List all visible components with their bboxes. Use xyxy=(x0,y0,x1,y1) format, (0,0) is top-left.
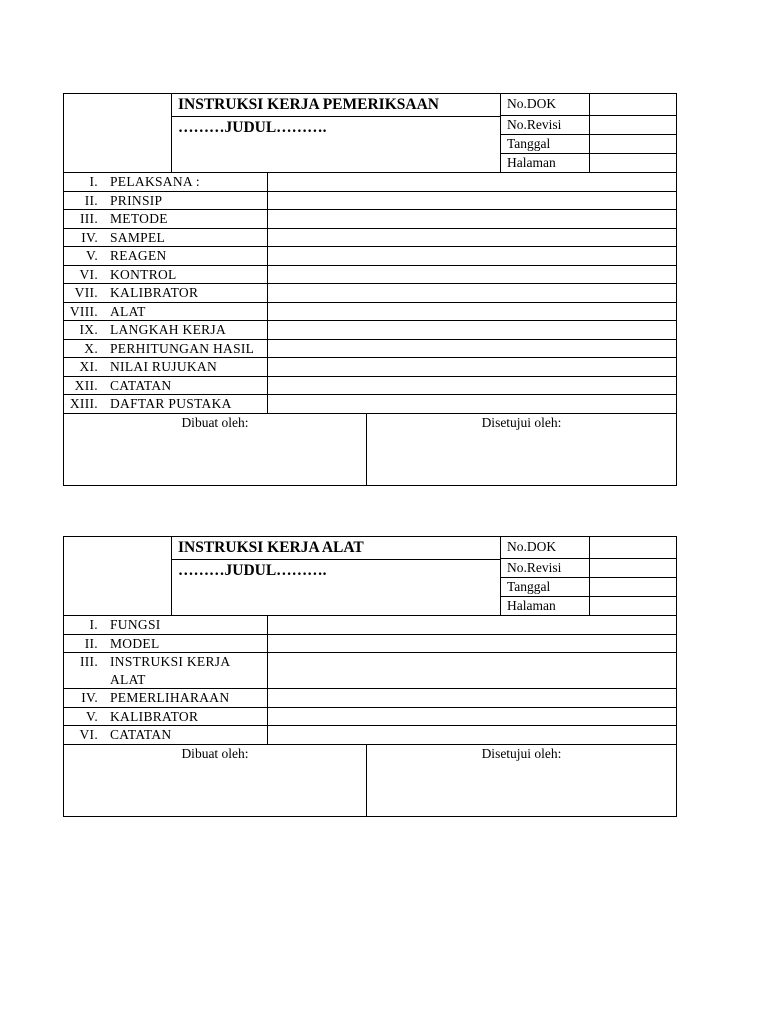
row-label: SAMPEL xyxy=(106,229,268,247)
form-title: INSTRUKSI KERJA PEMERIKSAAN xyxy=(172,94,500,117)
row-content-field[interactable] xyxy=(268,395,676,413)
meta-value[interactable] xyxy=(590,578,676,596)
row-number: III. xyxy=(79,211,98,226)
approved-by-cell[interactable]: Disetujui oleh: xyxy=(481,414,562,430)
row-content-field[interactable] xyxy=(268,266,676,284)
row-number: III. xyxy=(79,654,98,669)
table-row xyxy=(64,726,676,745)
row-content-field[interactable] xyxy=(268,173,676,191)
form-header xyxy=(64,94,676,173)
meta-value[interactable] xyxy=(590,116,676,134)
row-content-field[interactable] xyxy=(268,616,676,634)
form-instruksi-kerja-alat xyxy=(63,536,677,817)
row-label: DAFTAR PUSTAKA xyxy=(106,395,268,413)
meta-row-halaman xyxy=(501,597,676,615)
table-row xyxy=(64,689,676,708)
row-label: KALIBRATOR xyxy=(106,708,268,726)
table-row xyxy=(64,321,676,340)
meta-row-no-revisi xyxy=(501,116,676,135)
meta-row-halaman xyxy=(501,154,676,172)
table-row xyxy=(64,377,676,396)
table-row xyxy=(64,284,676,303)
table-row xyxy=(64,210,676,229)
row-label: MODEL xyxy=(106,635,268,653)
row-label: METODE xyxy=(106,210,268,228)
row-content-field[interactable] xyxy=(268,708,676,726)
meta-value[interactable] xyxy=(590,559,676,577)
row-content-field[interactable] xyxy=(268,653,676,688)
row-number: I. xyxy=(89,617,98,632)
meta-cell xyxy=(501,94,676,172)
row-content-field[interactable] xyxy=(268,635,676,653)
row-number: XII. xyxy=(74,377,98,393)
section-rows xyxy=(64,616,676,745)
meta-row-no-dok xyxy=(501,94,676,116)
row-number: XIII. xyxy=(69,396,98,411)
row-content-field[interactable] xyxy=(268,229,676,247)
made-by-cell[interactable]: Dibuat oleh: xyxy=(64,414,367,485)
row-content-field[interactable] xyxy=(268,192,676,210)
table-row xyxy=(64,340,676,359)
meta-row-tanggal xyxy=(501,578,676,597)
row-number: I. xyxy=(89,174,98,189)
row-number: VIII. xyxy=(69,303,98,319)
table-row xyxy=(64,173,676,192)
table-row xyxy=(64,635,676,654)
row-number: IV. xyxy=(81,690,98,705)
section-rows xyxy=(64,173,676,414)
row-content-field[interactable] xyxy=(268,726,676,744)
row-content-field[interactable] xyxy=(268,358,676,376)
table-row xyxy=(64,653,676,689)
table-row xyxy=(64,229,676,248)
meta-row-tanggal xyxy=(501,135,676,154)
form-subtitle: ………JUDUL………. xyxy=(178,119,327,136)
row-label: INSTRUKSI KERJA ALAT xyxy=(106,653,268,688)
row-content-field[interactable] xyxy=(268,340,676,358)
signature-section xyxy=(64,745,676,816)
row-content-field[interactable] xyxy=(268,377,676,395)
logo-cell xyxy=(64,537,172,615)
row-content-field[interactable] xyxy=(268,284,676,302)
meta-cell xyxy=(501,537,676,615)
meta-label: No.Revisi xyxy=(501,559,590,577)
row-number: VI. xyxy=(79,727,98,742)
meta-label: No.Revisi xyxy=(501,116,590,134)
table-row xyxy=(64,303,676,322)
row-content-field[interactable] xyxy=(268,321,676,339)
title-cell xyxy=(172,94,501,172)
meta-value[interactable] xyxy=(590,94,676,115)
row-label: CATATAN xyxy=(106,726,268,744)
row-number: IX. xyxy=(79,322,98,337)
logo-cell xyxy=(64,94,172,172)
row-label: LANGKAH KERJA xyxy=(106,321,268,339)
row-number: X. xyxy=(84,340,98,356)
meta-label: Tanggal xyxy=(501,578,590,596)
row-number: XI. xyxy=(79,359,98,374)
table-row xyxy=(64,247,676,266)
table-row xyxy=(64,616,676,635)
meta-label: No.DOK xyxy=(501,537,590,558)
meta-label: Halaman xyxy=(501,154,590,172)
table-row xyxy=(64,192,676,211)
form-header xyxy=(64,537,676,616)
row-label: KONTROL xyxy=(106,266,268,284)
row-label: FUNGSI xyxy=(106,616,268,634)
row-number: V. xyxy=(86,708,98,724)
row-label: CATATAN xyxy=(106,377,268,395)
row-label: ALAT xyxy=(106,303,268,321)
title-cell xyxy=(172,537,501,615)
row-number: II. xyxy=(84,192,98,208)
meta-label: No.DOK xyxy=(501,94,590,115)
meta-row-no-revisi xyxy=(501,559,676,578)
row-number: VII. xyxy=(74,285,98,300)
row-label: PRINSIP xyxy=(106,192,268,210)
table-row xyxy=(64,708,676,727)
row-label: PELAKSANA : xyxy=(106,173,268,191)
row-number: IV. xyxy=(81,229,98,245)
table-row xyxy=(64,358,676,377)
form-subtitle: ………JUDUL………. xyxy=(178,562,327,579)
row-label: PEMERLIHARAAN xyxy=(106,689,268,707)
form-title: INSTRUKSI KERJA ALAT xyxy=(172,537,500,560)
made-by-cell[interactable]: Dibuat oleh: xyxy=(64,745,367,816)
meta-value[interactable] xyxy=(590,537,676,558)
meta-label: Tanggal xyxy=(501,135,590,153)
row-number: VI. xyxy=(79,266,98,282)
row-label: REAGEN xyxy=(106,247,268,265)
table-row xyxy=(64,266,676,285)
row-label: NILAI RUJUKAN xyxy=(106,358,268,376)
row-content-field[interactable] xyxy=(268,210,676,228)
approved-by-cell[interactable]: Disetujui oleh: xyxy=(481,745,562,761)
row-content-field[interactable] xyxy=(268,689,676,707)
row-content-field[interactable] xyxy=(268,303,676,321)
meta-value[interactable] xyxy=(590,154,676,172)
meta-value[interactable] xyxy=(590,597,676,615)
signature-section xyxy=(64,414,676,485)
meta-label: Halaman xyxy=(501,597,590,615)
row-content-field[interactable] xyxy=(268,247,676,265)
table-row xyxy=(64,395,676,414)
row-number: V. xyxy=(86,248,98,263)
form-instruksi-kerja-pemeriksaan xyxy=(63,93,677,486)
row-label: PERHITUNGAN HASIL xyxy=(106,340,268,358)
row-number: II. xyxy=(84,635,98,651)
meta-row-no-dok xyxy=(501,537,676,559)
row-label: KALIBRATOR xyxy=(106,284,268,302)
meta-value[interactable] xyxy=(590,135,676,153)
